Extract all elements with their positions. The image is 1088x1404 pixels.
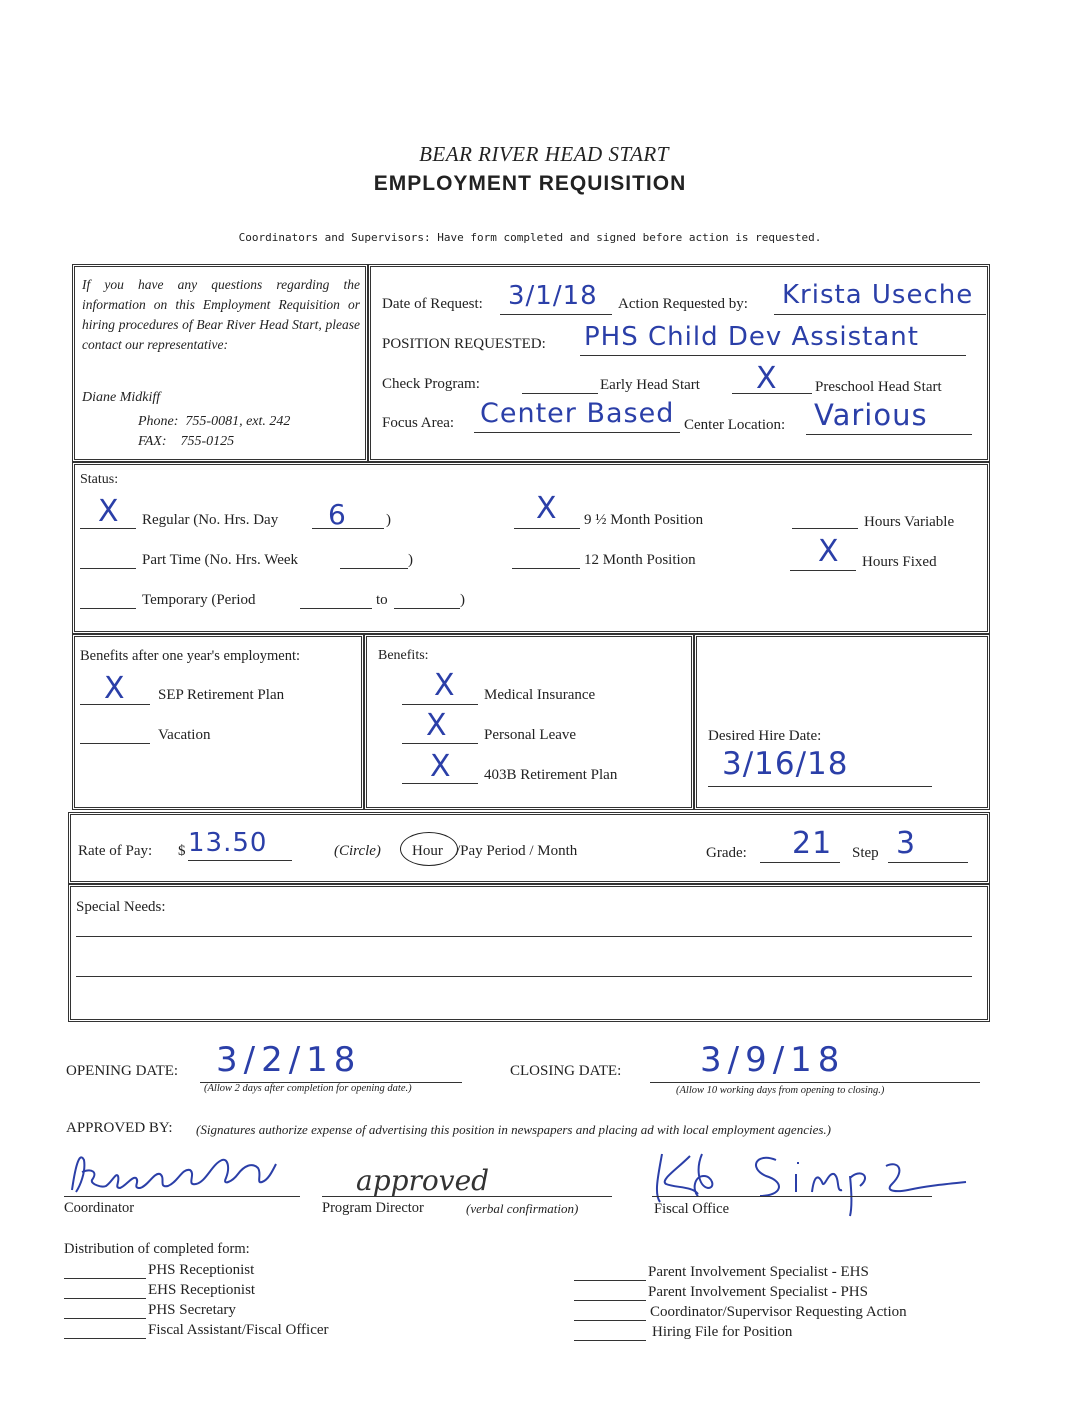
sep-mark: X xyxy=(104,671,125,706)
hire-label: Desired Hire Date: xyxy=(708,728,822,744)
dist-right-line-2 xyxy=(574,1300,646,1301)
rate-dollar: $ xyxy=(178,843,186,859)
step-line xyxy=(888,862,968,863)
director-label: Program Director xyxy=(322,1200,424,1216)
hours-fixed-mark: X xyxy=(818,534,839,569)
regular-mark: X xyxy=(98,494,119,529)
location-line xyxy=(806,434,972,435)
contact-phone: Phone: 755-0081, ext. 242 xyxy=(138,414,291,429)
grade-label: Grade: xyxy=(706,845,747,861)
temporary-label: Temporary (Period xyxy=(142,592,256,608)
coordinator-line xyxy=(64,1196,300,1197)
fiscal-label: Fiscal Office xyxy=(654,1201,730,1217)
action-value: Krista Useche xyxy=(782,280,974,310)
focus-label: Focus Area: xyxy=(382,415,455,431)
opening-label: OPENING DATE: xyxy=(66,1063,179,1079)
dist-right-item: Parent Involvement Specialist - PHS xyxy=(648,1284,868,1300)
regular-hours: 6 xyxy=(328,498,347,531)
action-line xyxy=(774,314,986,315)
director-value: approved xyxy=(356,1164,490,1197)
medical-mark: X xyxy=(434,668,455,703)
dist-right-item: Coordinator/Supervisor Requesting Action xyxy=(650,1304,907,1320)
dist-left-line-1 xyxy=(64,1278,146,1279)
dist-right-item: Hiring File for Position xyxy=(652,1324,793,1340)
instruction-text: Coordinators and Supervisors: Have form completed and signed before action is requested. xyxy=(238,231,822,244)
action-label: Action Requested by: xyxy=(618,296,748,312)
personal-mark: X xyxy=(426,708,447,743)
temporary-close: ) xyxy=(460,592,465,608)
location-label: Center Location: xyxy=(684,417,786,433)
closing-note: (Allow 10 working days from opening to closing.) xyxy=(676,1085,885,1096)
dist-left-line-4 xyxy=(64,1338,146,1339)
hours-variable-label: Hours Variable xyxy=(864,514,955,530)
benefits-after-label: Benefits after one year's employment: xyxy=(80,648,301,664)
pay-options-label: /Pay Period / Month xyxy=(456,843,578,859)
temporary-to-line xyxy=(394,608,460,609)
nine-month-mark: X xyxy=(536,491,557,526)
dist-left-line-2 xyxy=(64,1298,146,1299)
rate-line xyxy=(188,860,292,861)
early-label: Early Head Start xyxy=(600,377,700,393)
closing-line xyxy=(650,1082,980,1083)
approved-note: (Signatures authorize expense of advertising this position in newspapers and placing ad with local employment agencies.) xyxy=(196,1122,831,1137)
preschool-label: Preschool Head Start xyxy=(815,379,942,395)
hire-line xyxy=(708,786,932,787)
contact-fax: FAX: 755-0125 xyxy=(138,434,235,449)
hours-fixed-label: Hours Fixed xyxy=(862,554,937,570)
benefits-label: Benefits: xyxy=(378,648,429,663)
medical-line xyxy=(402,704,478,705)
parttime-hours-line xyxy=(340,568,408,569)
vacation-line xyxy=(80,743,150,744)
dist-right-item: Parent Involvement Specialist - EHS xyxy=(648,1264,869,1280)
position-value: PHS Child Dev Assistant xyxy=(584,322,919,352)
position-label: POSITION REQUESTED: xyxy=(382,336,546,352)
hours-fixed-line xyxy=(790,570,856,571)
step-label: Step xyxy=(852,845,879,861)
temporary-from-line xyxy=(300,608,372,609)
coordinator-signature xyxy=(62,1142,302,1202)
approved-label: APPROVED BY: xyxy=(66,1120,173,1136)
hour-label: Hour xyxy=(412,843,443,859)
hire-box xyxy=(694,634,990,810)
personal-line xyxy=(402,743,478,744)
org-name: BEAR RIVER HEAD START xyxy=(419,142,669,166)
regular-hours-line xyxy=(312,528,384,529)
date-request-label: Date of Request: xyxy=(382,296,483,312)
closing-value: 3/9/18 xyxy=(700,1040,846,1080)
dist-right-line-3 xyxy=(574,1320,646,1321)
grade-value: 21 xyxy=(792,826,833,861)
vacation-label: Vacation xyxy=(158,727,211,743)
rate-value: 13.50 xyxy=(188,828,268,858)
twelve-month-line xyxy=(512,568,580,569)
special-line-2 xyxy=(76,976,972,977)
parttime-close: ) xyxy=(408,552,413,568)
form-title: EMPLOYMENT REQUISITION xyxy=(373,172,687,195)
grade-line xyxy=(760,862,840,863)
dist-left-item: PHS Receptionist xyxy=(148,1262,255,1278)
rate-label: Rate of Pay: xyxy=(78,843,153,859)
opening-value: 3/2/18 xyxy=(216,1040,362,1080)
focus-line xyxy=(474,432,680,433)
hours-variable-line xyxy=(792,528,858,529)
special-box xyxy=(68,884,990,1022)
opening-note: (Allow 2 days after completion for opening date.) xyxy=(204,1083,412,1094)
personal-label: Personal Leave xyxy=(484,727,577,743)
focus-value: Center Based xyxy=(480,398,675,429)
sep-label: SEP Retirement Plan xyxy=(158,687,285,703)
date-request-line xyxy=(500,314,612,315)
temporary-line xyxy=(80,608,136,609)
coordinator-label: Coordinator xyxy=(64,1200,135,1216)
circle-label: (Circle) xyxy=(334,843,381,859)
dist-right-line-4 xyxy=(574,1340,646,1341)
dist-left-item: Fiscal Assistant/Fiscal Officer xyxy=(148,1322,329,1338)
director-line xyxy=(322,1196,612,1197)
retire403-mark: X xyxy=(430,749,451,784)
date-request-value: 3/1/18 xyxy=(508,281,598,311)
regular-label: Regular (No. Hrs. Day xyxy=(142,512,279,528)
hire-value: 3/16/18 xyxy=(722,746,849,782)
retire403-label: 403B Retirement Plan xyxy=(484,767,618,783)
regular-close: ) xyxy=(386,512,391,528)
early-line xyxy=(522,393,598,394)
fiscal-line xyxy=(652,1196,932,1197)
dist-left-item: PHS Secretary xyxy=(148,1302,236,1318)
dist-left-item: EHS Receptionist xyxy=(148,1282,256,1298)
parttime-line xyxy=(80,568,136,569)
check-program-label: Check Program: xyxy=(382,376,480,392)
nine-month-label: 9 ½ Month Position xyxy=(584,512,704,528)
dist-left-line-3 xyxy=(64,1318,146,1319)
step-value: 3 xyxy=(896,826,917,861)
preschool-mark: X xyxy=(756,361,777,396)
director-note: (verbal confirmation) xyxy=(466,1201,579,1216)
medical-label: Medical Insurance xyxy=(484,687,596,703)
distribution-label: Distribution of completed form: xyxy=(64,1241,250,1257)
twelve-month-label: 12 Month Position xyxy=(584,552,696,568)
dist-right-line-1 xyxy=(574,1280,646,1281)
parttime-label: Part Time (No. Hrs. Week xyxy=(142,552,299,568)
position-line xyxy=(580,355,966,356)
status-label: Status: xyxy=(80,472,119,487)
special-label: Special Needs: xyxy=(76,899,166,915)
contact-text: If you have any questions regarding the information on this Employment Requisition or hiring procedures of Bear River Head Start, please contact our representative: xyxy=(82,277,360,352)
special-line-1 xyxy=(76,936,972,937)
location-value: Various xyxy=(814,398,928,432)
closing-label: CLOSING DATE: xyxy=(510,1063,622,1079)
nine-month-line xyxy=(514,528,580,529)
temporary-to: to xyxy=(376,592,388,608)
contact-name: Diane Midkiff xyxy=(82,390,161,405)
